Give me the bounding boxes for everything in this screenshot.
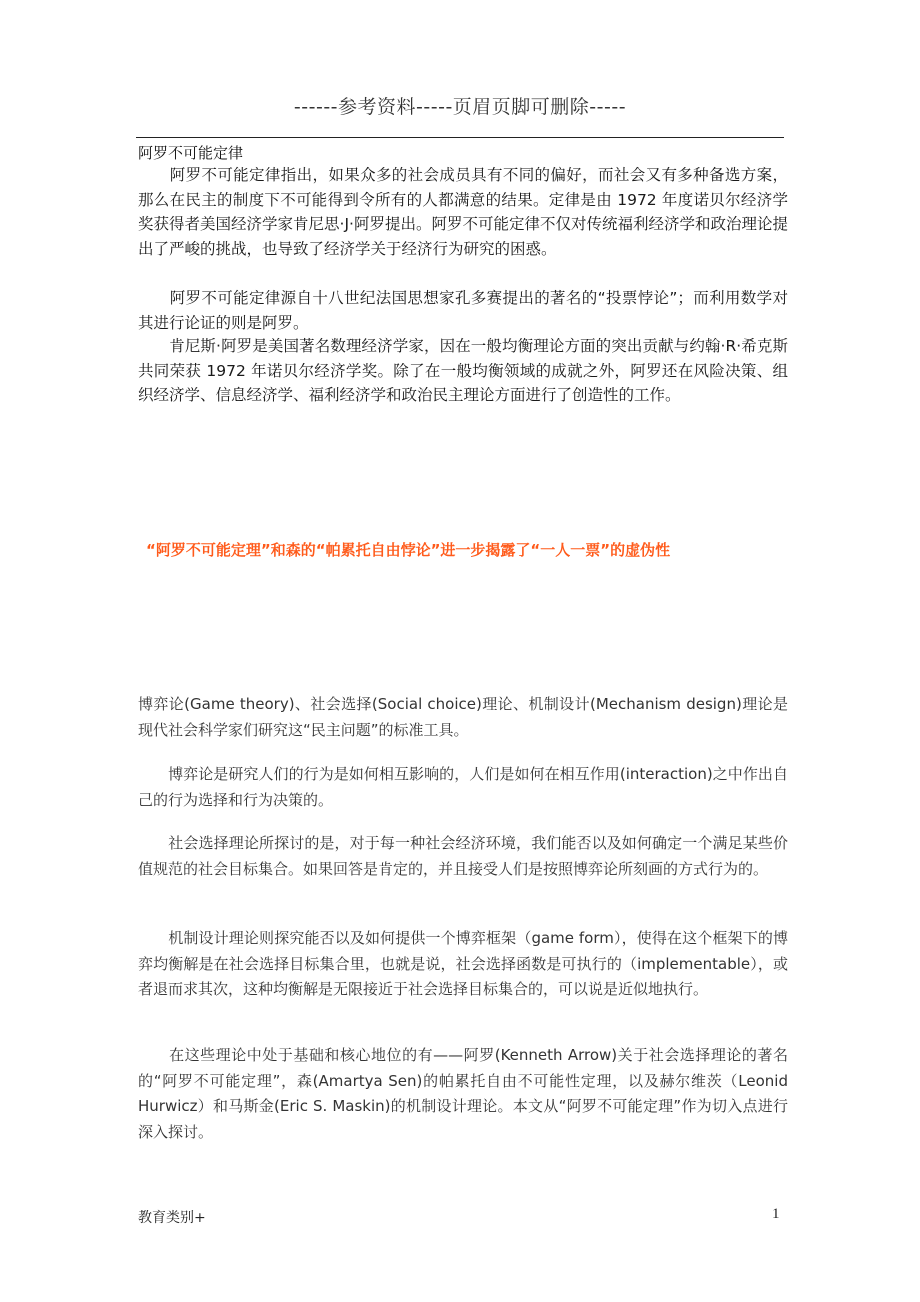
highlight-heading: “阿罗不可能定理”和森的“帕累托自由悖论”进一步揭露了“一人一票”的虚伪性 [146, 541, 671, 559]
paragraph-game-theory [138, 762, 788, 813]
paragraph-text: 机制设计理论则探究能否以及如何提供一个博弈框架（game form），使得在这个框架下的博弈均衡解是在社会选择目标集合里，也就是说，社会选择函数是可执行的（implementable），或者退而求其次，这种均衡解是无限接近于社会选择目标集合的，可以说是近似地执行。 [138, 929, 788, 998]
paragraph-core-theories [138, 1043, 788, 1145]
page-number: 1 [772, 1206, 780, 1222]
paragraph-biography [138, 334, 788, 408]
paragraph-tools [138, 692, 788, 743]
paragraph-text: 阿罗不可能定律指出，如果众多的社会成员具有不同的偏好，而社会又有多种备选方案，那么在民主的制度下不可能得到令所有的人都满意的结果。定律是由 1972 年度诺贝尔经济学奖获得者美国经济学家肯尼思·J·阿罗提出。阿罗不可能定律不仅对传统福利经济学和政治理论提出了严峻的挑战，也导致了经济学关于经济行为研究的困惑。 [138, 166, 788, 258]
header-divider [136, 137, 784, 138]
paragraph-text: 社会选择理论所探讨的是，对于每一种社会经济环境，我们能否以及如何确定一个满足某些价值规范的社会目标集合。如果回答是肯定的，并且接受人们是按照博弈论所刻画的方式行为的。 [138, 834, 788, 878]
paragraph-text: 博弈论(Game theory)、社会选择(Social choice)理论、机制设计(Mechanism design)理论是现代社会科学家们研究这“民主问题”的标准工具。 [138, 695, 788, 739]
paragraph-text: 博弈论是研究人们的行为是如何相互影响的，人们是如何在相互作用(interaction)之中作出自己的行为选择和行为决策的。 [138, 765, 788, 809]
paragraph-text: 在这些理论中处于基础和核心地位的有——阿罗(Kenneth Arrow)关于社会选择理论的著名的“阿罗不可能定理”，森(Amartya Sen)的帕累托自由不可能性定理，以及赫尔维茨（Leonid Hurwicz）和马斯金(Eric S. Maskin)的机制设计理论。本文从“阿罗不可能定理”作为切入点进行深入探讨。 [138, 1046, 788, 1141]
page-header-banner: ------参考资料-----页眉页脚可删除----- [293, 96, 627, 118]
paragraph-social-choice [138, 831, 788, 882]
paragraph-mechanism-design [138, 926, 788, 1003]
document-title: 阿罗不可能定律 [138, 144, 244, 162]
paragraph-intro [138, 163, 788, 261]
paragraph-text: 阿罗不可能定律源自十八世纪法国思想家孔多赛提出的著名的“投票悖论”；而利用数学对其进行论证的则是阿罗。 [138, 289, 788, 332]
footer-category: 教育类别+ [138, 1210, 206, 1226]
paragraph-text: 肯尼斯·阿罗是美国著名数理经济学家，因在一般均衡理论方面的突出贡献与约翰·R·希克斯共同荣获 1972 年诺贝尔经济学奖。除了在一般均衡领域的成就之外，阿罗还在风险决策、组织经济学、信息经济学、福利经济学和政治民主理论方面进行了创造性的工作。 [138, 337, 788, 404]
paragraph-origin [138, 286, 788, 335]
